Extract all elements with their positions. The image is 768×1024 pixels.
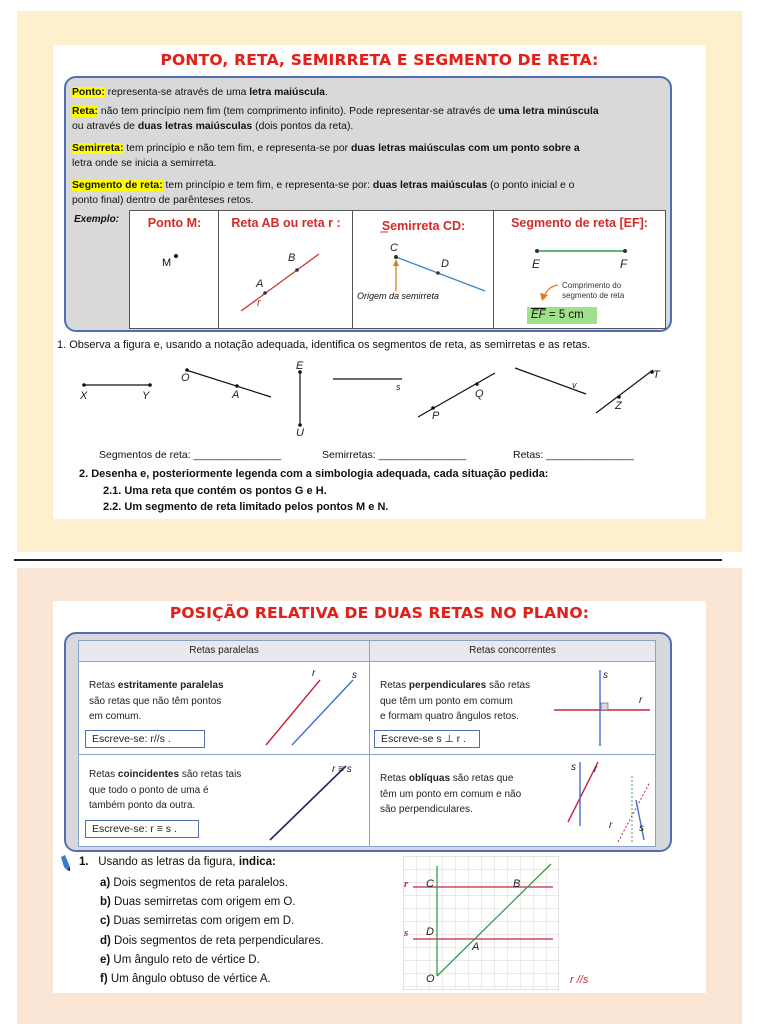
exercise-heading: 1. Usando as letras da figura, indica: xyxy=(79,856,276,868)
example-ponto-cell xyxy=(129,210,220,329)
semi-origin-caption: Origem da semirreta xyxy=(357,291,440,301)
obliquas-label-r2: r xyxy=(609,820,613,831)
seg-label-E: E xyxy=(532,257,541,271)
term-segmento: Segmento de reta: xyxy=(72,179,163,191)
obliquas-text: Retas oblíquas são retas que têm um ponto em comum e não são perpendiculares. xyxy=(380,773,522,815)
exercise-item-f: f) Um ângulo obtuso de vértice A. xyxy=(100,973,271,986)
term-reta: Reta: xyxy=(72,105,98,117)
point-M-label: M xyxy=(162,257,172,269)
reta-label-B: B xyxy=(288,252,296,264)
obliquas-label-s2: s xyxy=(639,823,644,834)
question-2-1: 2.1. Uma reta que contém os pontos G e H. xyxy=(103,485,327,497)
question-2-2: 2.2. Um segmento de reta limitado pelos pontos M e N. xyxy=(103,501,389,513)
perp-label-r: r xyxy=(639,695,643,706)
grid-label-r: r xyxy=(404,878,409,890)
fig-label-v: v xyxy=(572,380,577,390)
reta-label-A: A xyxy=(256,278,264,290)
example-label: Exemplo: xyxy=(74,214,120,225)
coincidentes-notation: Escreve-se: r ≡ s . xyxy=(85,820,199,838)
semirreta-drawing xyxy=(353,211,494,328)
exercise-item-e: e) Um ângulo reto de vértice D. xyxy=(100,953,260,966)
question-1: 1. Observa a figura e, usando a notação adequada, identifica os segmentos de reta, as semirretas e as retas. xyxy=(57,339,591,351)
grid-label-C: C xyxy=(426,878,434,890)
example-semirreta-cell xyxy=(352,210,495,329)
exercise-item-d: d) Dois segmentos de reta perpendiculares. xyxy=(100,934,324,947)
col-head-concorrentes: Retas concorrentes xyxy=(370,641,655,662)
grid-label-D: D xyxy=(426,926,434,938)
semi-label-C: C xyxy=(390,242,398,254)
fig-label-T: T xyxy=(653,369,660,381)
paralelas-text: Retas estritamente paralelas são retas que não têm pontos em comum. xyxy=(89,680,224,722)
coincidentes-label: r ≡ s xyxy=(332,764,352,775)
exercise-item-b: b) Duas semirretas com origem em O. xyxy=(100,896,296,909)
semi-label-D: D xyxy=(441,258,449,270)
fig-label-P: P xyxy=(432,410,440,422)
answer-segmentos[interactable]: Segmentos de reta: _______________ xyxy=(99,449,282,461)
exercise-item-c: c) Duas semirretas com origem em D. xyxy=(100,915,295,928)
term-semirreta: Semirreta: xyxy=(72,142,124,154)
grid-label-A: A xyxy=(472,941,480,953)
example-reta-cell xyxy=(218,210,354,329)
fig-label-Q: Q xyxy=(475,388,484,400)
seg-measure: $\overline{EF} = 5$ cm xyxy=(531,309,584,321)
definitions-text: Ponto: representa-se através de uma letra maiúscula. Reta: não tem princípio nem fim (tem comprimento infinito). Pode representar-se através de uma letra minúscula ou através de duas letras maiúsculas (dois pontos da reta). Semirreta: tem princípio e não tem fim, e representa-se por duas letras maiúsculas com um ponto sobre a letra onde se inicia a semirreta. Segmento de reta: tem princípio e tem fim, e representa-se por: duas letras maiúsculas (o ponto inicial e o ponto final) dentro de parênteses retos. xyxy=(72,85,668,209)
paralelas-label-s: s xyxy=(352,670,357,681)
grid-label-O: O xyxy=(426,973,435,985)
perpendiculares-notation: Escreve-se s ⊥ r . xyxy=(374,730,480,748)
perp-label-s: s xyxy=(603,670,608,681)
def-ponto: Ponto: representa-se através de uma letra maiúscula. xyxy=(72,87,328,98)
fig-label-X: X xyxy=(80,390,88,402)
table-divider-h xyxy=(79,754,655,755)
fig-label-E: E xyxy=(296,360,304,372)
question-2: 2. Desenha e, posteriormente legenda com a simbologia adequada, cada situação pedida: xyxy=(79,468,549,480)
example-segmento-head: Segmento de reta [EF]: xyxy=(511,216,648,230)
grid-figure xyxy=(403,856,559,990)
fig-label-Z: Z xyxy=(615,400,622,412)
grid-label-s: s xyxy=(404,927,409,939)
perpendiculares-text: Retas perpendiculares são retas que têm um ponto em comum e formam quatro ângulos retos. xyxy=(380,680,531,722)
parallel-note: r //s xyxy=(570,974,589,986)
example-segmento-cell xyxy=(493,210,666,329)
pencil-icon xyxy=(60,855,71,871)
paralelas-label-r: r xyxy=(312,668,316,679)
section-separator xyxy=(14,559,722,561)
example-reta-head: Reta AB ou reta r : xyxy=(231,216,341,230)
fig-label-s: s xyxy=(396,382,401,392)
fig-label-U: U xyxy=(296,427,304,439)
perpendiculares-drawing xyxy=(552,668,652,748)
term-ponto: Ponto: xyxy=(72,87,105,98)
coincidentes-text: Retas coincidentes são retas tais que todo o ponto de uma é também ponto da outra. xyxy=(89,769,242,811)
fig-label-O: O xyxy=(181,372,190,384)
table-divider-v xyxy=(369,641,370,846)
obliquas-label-r: r xyxy=(594,764,598,775)
lines-figure xyxy=(53,355,706,445)
def-semirreta: Semirreta: tem princípio e não tem fim, e representa-se por duas letras maiúsculas com um ponto sobre a xyxy=(72,142,580,154)
fig-label-Y: Y xyxy=(142,390,150,402)
section-1-title: PONTO, RETA, SEMIRRETA E SEGMENTO DE RETA: xyxy=(160,51,599,69)
exercise-items xyxy=(100,874,324,989)
exercise-item-a: a) Dois segmentos de reta paralelos. xyxy=(100,877,288,889)
obliquas-label-s: s xyxy=(571,762,576,773)
seg-label-F: F xyxy=(620,257,628,271)
col-head-paralelas: Retas paralelas xyxy=(79,641,370,662)
fig-label-A: A xyxy=(232,389,240,401)
grid-label-B: B xyxy=(513,878,521,890)
def-segmento: Segmento de reta: tem princípio e tem fim, e representa-se por: duas letras maiúsculas (o ponto inicial e o xyxy=(72,179,575,191)
point-M-dot xyxy=(174,254,178,258)
example-ponto-head: Ponto M: xyxy=(147,216,202,230)
section-2-title: POSIÇÃO RELATIVA DE DUAS RETAS NO PLANO: xyxy=(169,604,590,622)
answer-retas[interactable]: Retas: _______________ xyxy=(513,449,634,461)
reta-drawing xyxy=(219,211,353,328)
example-semirreta-head: Semirreta CD: xyxy=(381,219,466,233)
reta-label-r: r xyxy=(257,297,261,309)
paralelas-notation: Escreve-se: r//s . xyxy=(85,730,205,748)
def-reta: Reta: não tem princípio nem fim (tem comprimento infinito). Pode representar-se através de uma letra minúscula xyxy=(72,105,599,117)
answer-semirretas[interactable]: Semirretas: _______________ xyxy=(322,449,467,461)
seg-caption: Comprimento do segmento de reta xyxy=(562,281,625,300)
